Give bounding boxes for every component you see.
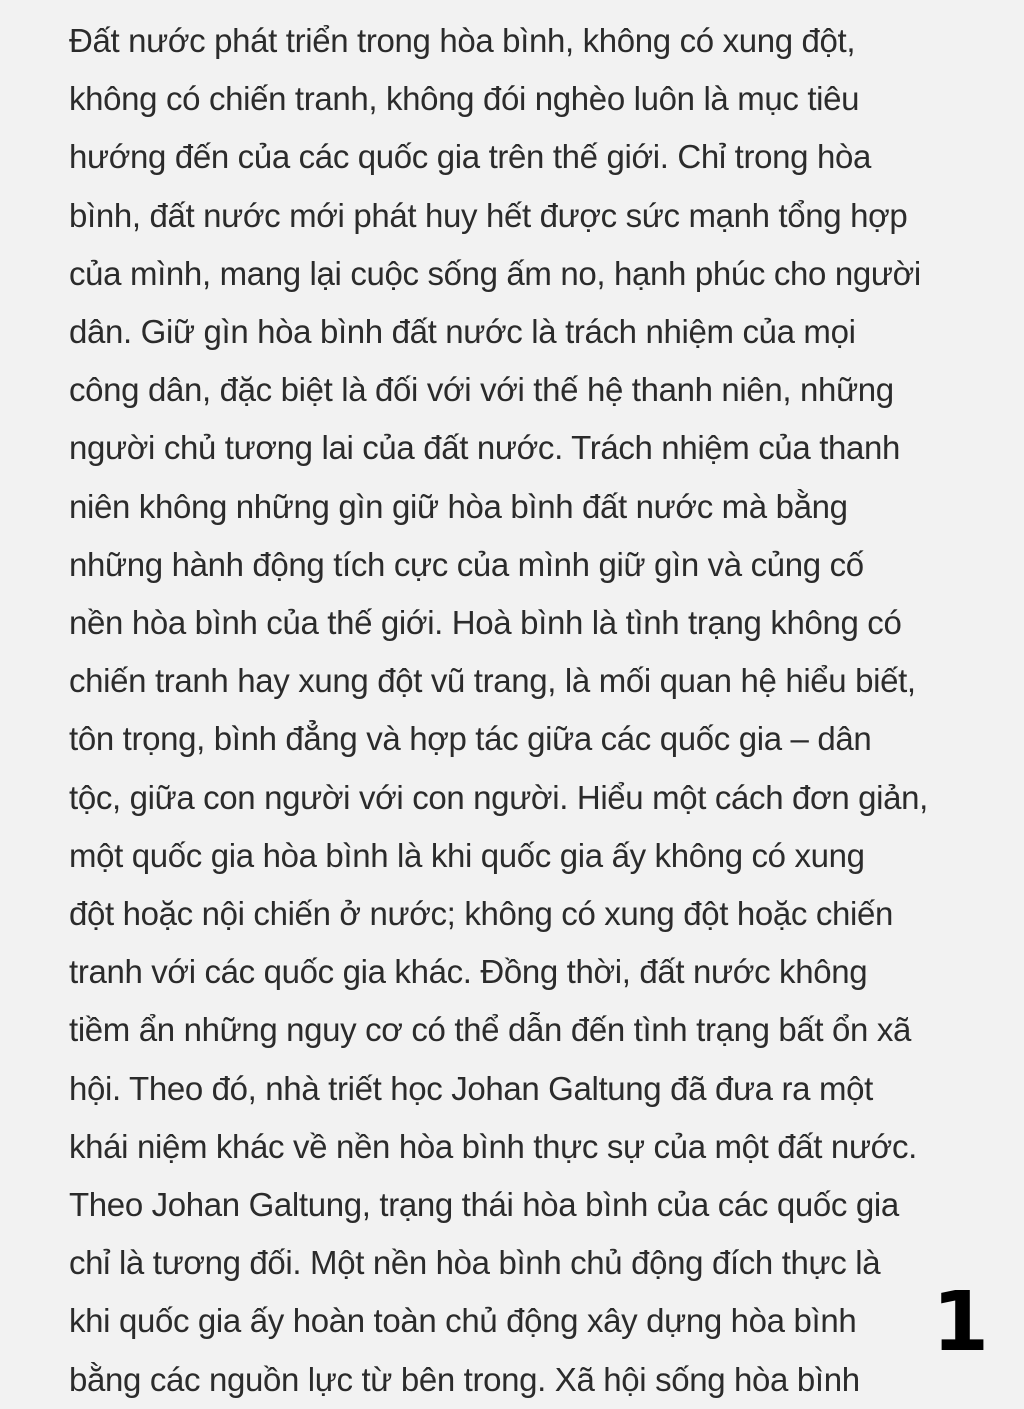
text-line-14: tộc, giữa con người với con người. Hiểu một cách đơn giản, [69, 778, 928, 816]
text-line-24: bằng các nguồn lực từ bên trong. Xã hội sống hòa bình [69, 1360, 860, 1398]
text-line-9: niên không những gìn giữ hòa bình đất nước mà bằng [69, 487, 848, 525]
article-text [69, 12, 969, 1409]
text-line-18: tiềm ẩn những nguy cơ có thể dẫn đến tình trạng bất ổn xã [69, 1011, 912, 1049]
text-line-16: đột hoặc nội chiến ở nước; không có xung đột hoặc chiến [69, 895, 894, 933]
text-line-7: công dân, đặc biệt là đối với với thế hệ thanh niên, những [69, 371, 894, 409]
text-line-6: dân. Giữ gìn hòa bình đất nước là trách nhiệm của mọi [69, 313, 856, 351]
text-line-13: tôn trọng, bình đẳng và hợp tác giữa các quốc gia – dân [69, 720, 872, 758]
text-line-11: nền hòa bình của thế giới. Hoà bình là tình trạng không có [69, 604, 902, 642]
text-line-17: tranh với các quốc gia khác. Đồng thời, đất nước không [69, 953, 868, 991]
text-line-23: khi quốc gia ấy hoàn toàn chủ động xây dựng hòa bình [69, 1302, 857, 1340]
text-line-19: hội. Theo đó, nhà triết học Johan Galtung đã đưa ra một [69, 1069, 873, 1107]
text-line-2: không có chiến tranh, không đói nghèo luôn là mục tiêu [69, 80, 860, 118]
text-line-12: chiến tranh hay xung đột vũ trang, là mối quan hệ hiểu biết, [69, 662, 916, 700]
text-line-15: một quốc gia hòa bình là khi quốc gia ấy không có xung [69, 836, 865, 874]
text-line-3: hướng đến của các quốc gia trên thế giới. Chỉ trong hòa [69, 138, 871, 176]
text-line-20: khái niệm khác về nền hòa bình thực sự của một đất nước. [69, 1127, 917, 1165]
text-line-21: Theo Johan Galtung, trạng thái hòa bình của các quốc gia [69, 1186, 899, 1224]
page-number-marker: 1 [932, 1275, 990, 1370]
text-line-10: những hành động tích cực của mình giữ gìn và củng cố [69, 545, 864, 583]
text-line-8: người chủ tương lai của đất nước. Trách nhiệm của thanh [69, 429, 901, 467]
text-line-22: chỉ là tương đối. Một nền hòa bình chủ động đích thực là [69, 1244, 881, 1282]
text-line-1: Đất nước phát triển trong hòa bình, không có xung đột, [69, 22, 856, 59]
text-line-4: bình, đất nước mới phát huy hết được sức mạnh tổng hợp [69, 196, 908, 234]
text-line-5: của mình, mang lại cuộc sống ấm no, hạnh phúc cho người [69, 254, 921, 292]
